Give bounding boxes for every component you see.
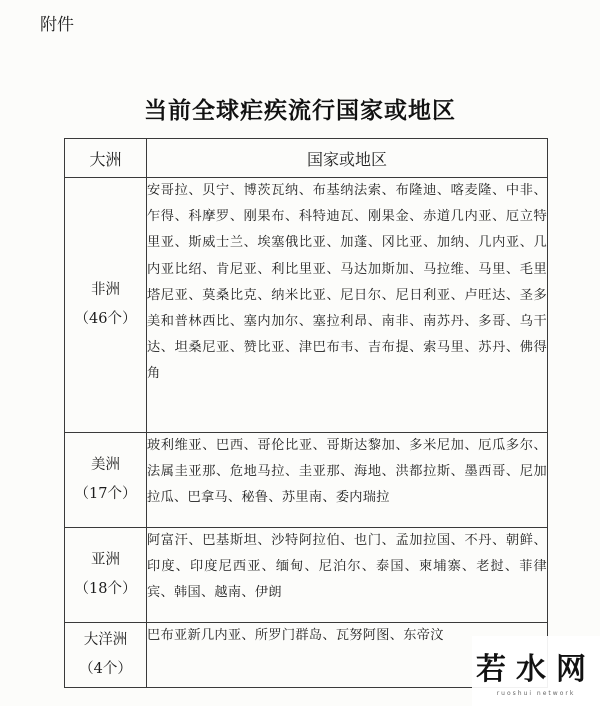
continent-cell	[65, 528, 147, 623]
watermark-text: 若水网	[476, 652, 596, 687]
continent-name: 美洲	[91, 457, 120, 473]
malaria-countries-table	[64, 138, 548, 688]
table-row-asia	[65, 528, 548, 623]
country-count: （46个）	[74, 311, 137, 327]
column-header-countries: 国家或地区	[147, 139, 548, 178]
country-count: （4个）	[79, 661, 132, 677]
countries-cell: 玻利维亚、巴西、哥伦比亚、哥斯达黎加、多米尼加、厄瓜多尔、法属圭亚那、危地马拉、圭亚那、海地、洪都拉斯、墨西哥、尼加拉瓜、巴拿马、秘鲁、苏里南、委内瑞拉	[147, 433, 548, 528]
countries-cell: 阿富汗、巴基斯坦、沙特阿拉伯、也门、孟加拉国、不丹、朝鲜、印度、印度尼西亚、缅甸、尼泊尔、泰国、柬埔寨、老挝、菲律宾、韩国、越南、伊朗	[147, 528, 548, 623]
continent-name: 亚洲	[91, 552, 120, 568]
continent-name: 非洲	[91, 282, 120, 298]
attachment-label: 附件	[40, 15, 74, 35]
watermark-logo	[472, 636, 600, 706]
countries-cell: 安哥拉、贝宁、博茨瓦纳、布基纳法索、布隆迪、喀麦隆、中非、乍得、科摩罗、刚果布、科特迪瓦、刚果金、赤道几内亚、厄立特里亚、斯威士兰、埃塞俄比亚、加蓬、冈比亚、加纳、几内亚、几内亚比绍、肯尼亚、利比里亚、马达加斯加、马拉维、马里、毛里塔尼亚、莫桑比克、纳米比亚、尼日尔、尼日利亚、卢旺达、圣多美和普林西比、塞内加尔、塞拉利昂、南非、南苏丹、多哥、乌干达、坦桑尼亚、赞比亚、津巴布韦、吉布提、索马里、苏丹、佛得角	[147, 178, 548, 433]
page-title: 当前全球疟疾流行国家或地区	[144, 97, 456, 124]
table-row-africa	[65, 178, 548, 433]
watermark-subtext: ruoshui network	[496, 690, 576, 697]
continent-cell	[65, 433, 147, 528]
continent-cell	[65, 178, 147, 433]
table-row-americas	[65, 433, 548, 528]
country-count: （17个）	[74, 486, 137, 502]
country-count: （18个）	[74, 581, 137, 597]
continent-cell	[65, 623, 147, 688]
column-header-continent: 大洲	[65, 139, 147, 178]
countries-cell: 巴布亚新几内亚、所罗门群岛、瓦努阿图、东帝汶	[147, 623, 548, 688]
continent-name: 大洋洲	[83, 632, 128, 648]
table-header-row	[65, 139, 548, 178]
